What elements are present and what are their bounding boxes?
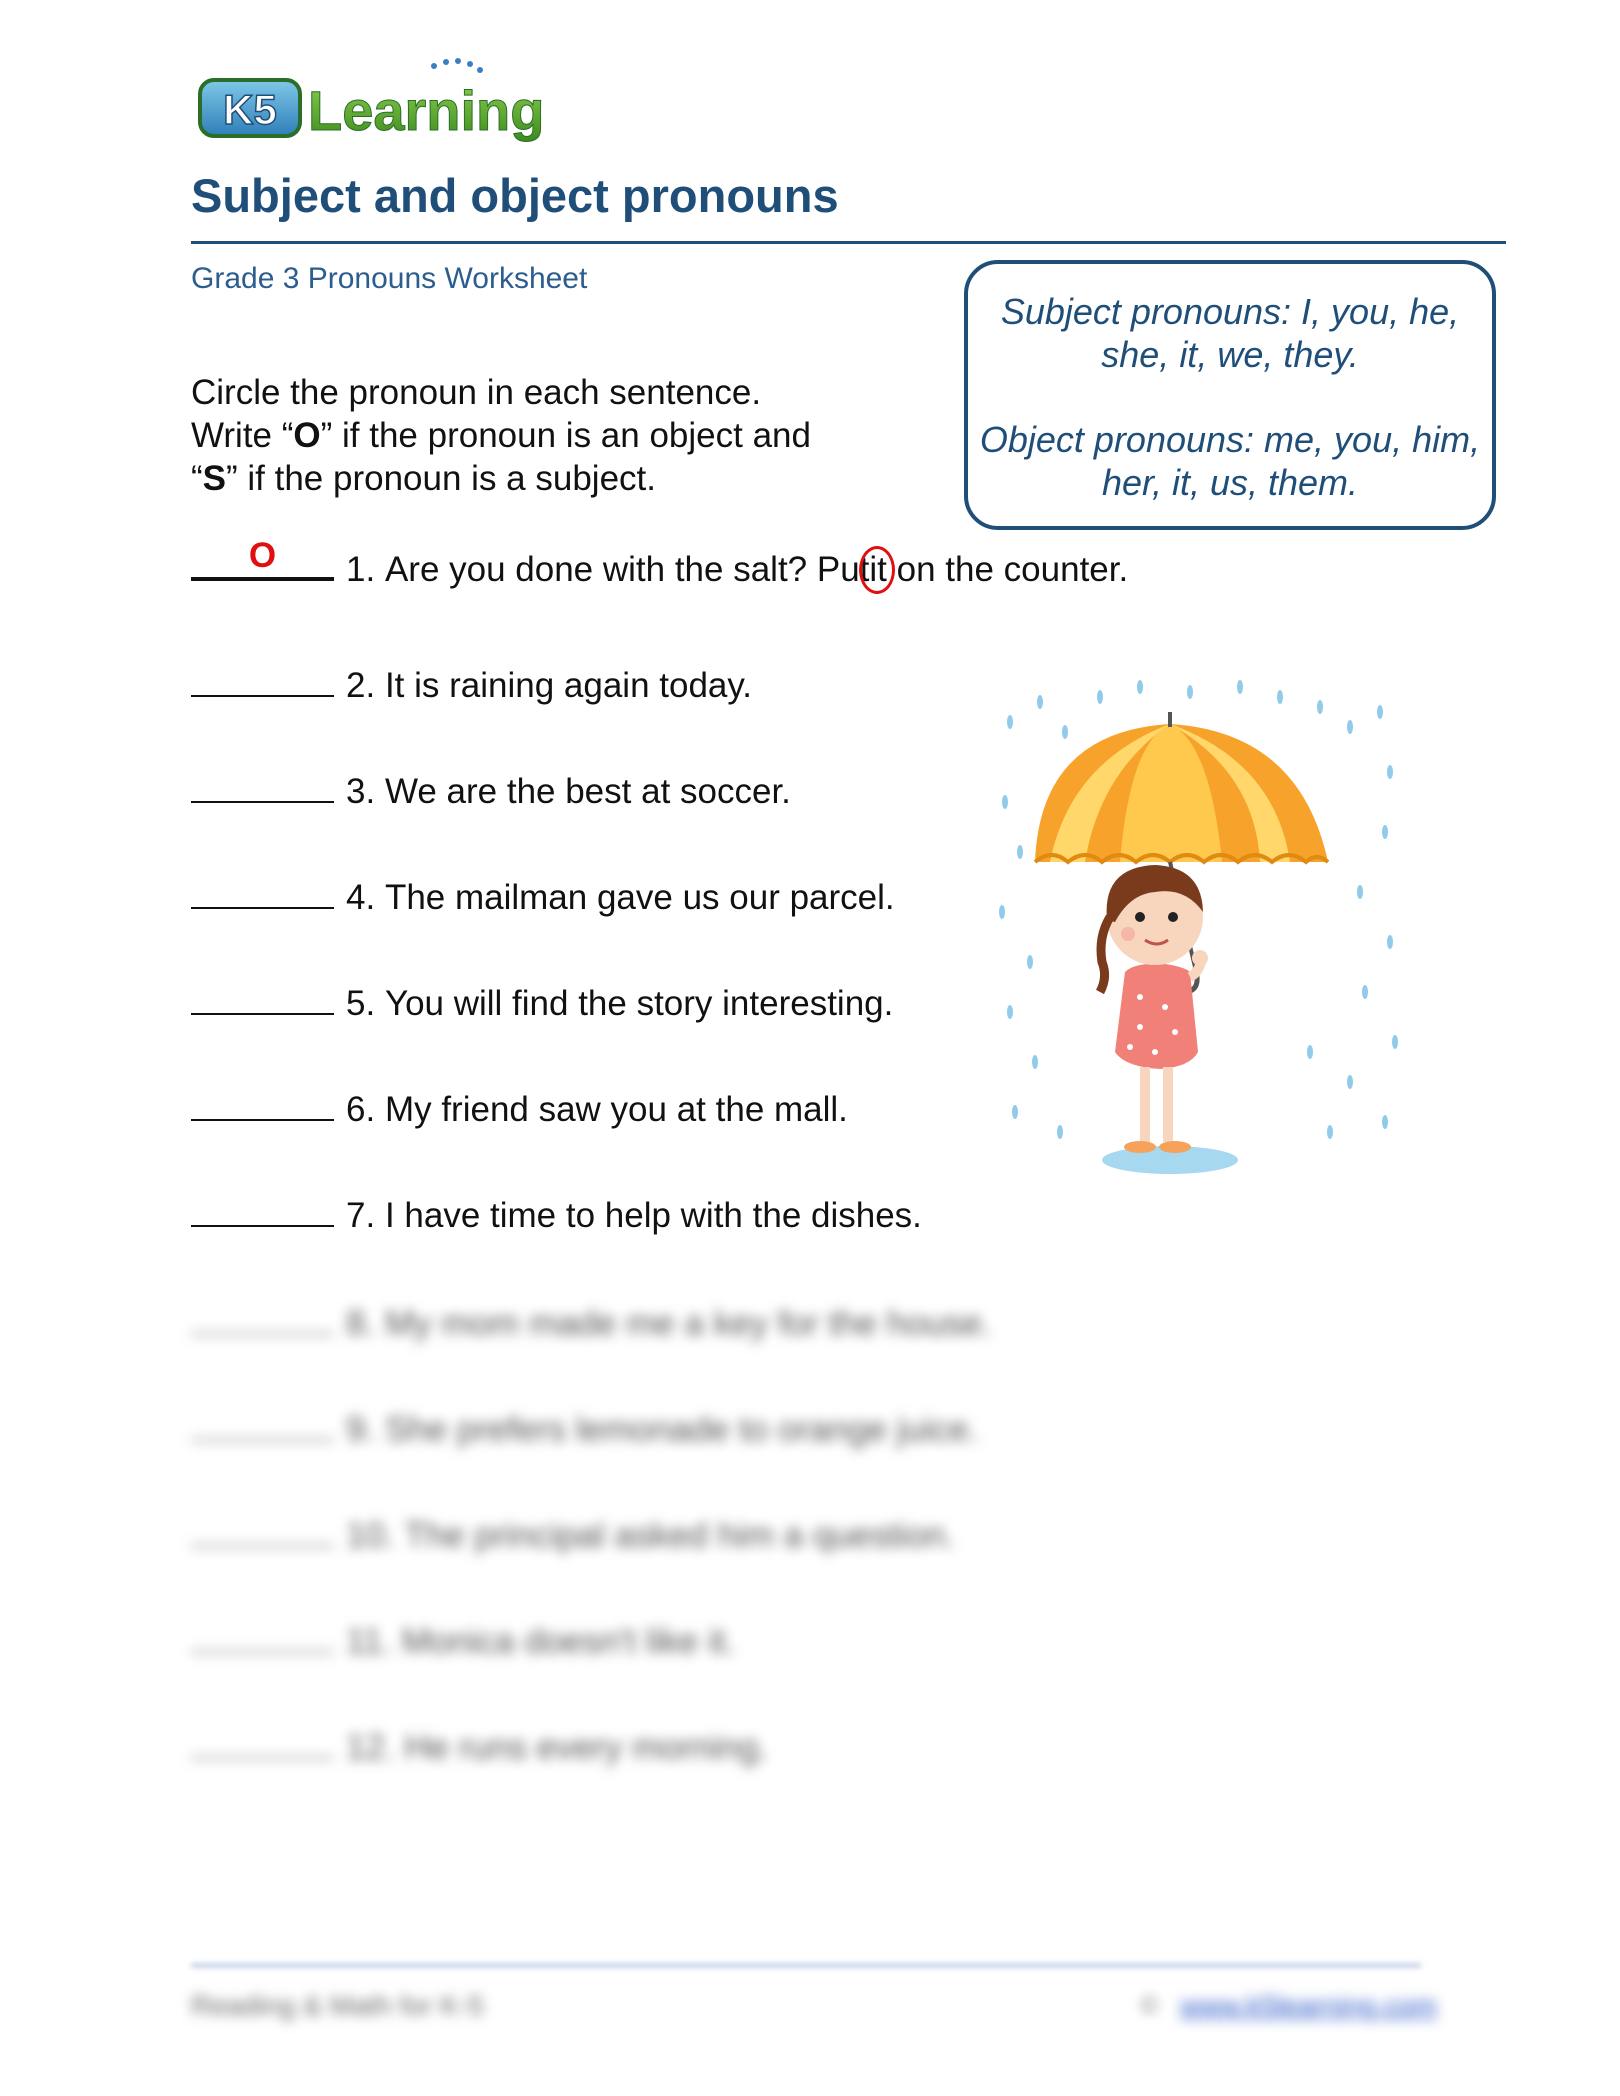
- svg-text:K5: K5: [223, 86, 277, 133]
- answer-blank: [191, 1618, 334, 1653]
- footer-tagline: Reading & Math for K-5: [191, 1990, 484, 2021]
- footer-divider: [191, 1964, 1421, 1967]
- question-4: 4. The mailman gave us our parcel.: [191, 874, 895, 918]
- subject-pronouns-list: Subject pronouns: I, you, he, she, it, we, they.: [1000, 291, 1460, 375]
- title-divider: [191, 241, 1506, 244]
- answer-blank[interactable]: [191, 980, 334, 1015]
- question-12: 12. He runs every morning.: [191, 1724, 768, 1768]
- object-pronouns-list: Object pronouns: me, you, him, her, it, us, them.: [979, 419, 1481, 503]
- question-text: Monica doesn't like it.: [401, 1622, 736, 1661]
- question-8: 8. My mom made me a key for the house.: [191, 1300, 992, 1344]
- page-title: Subject and object pronouns: [191, 169, 839, 222]
- pronoun-reference-box: [964, 260, 1496, 530]
- copyright-icon: ©: [1140, 1990, 1160, 2020]
- red-circle-mark: [859, 546, 895, 594]
- question-text: He runs every morning.: [404, 1728, 769, 1767]
- answer-blank: [191, 1406, 334, 1441]
- question-11: 11. Monica doesn't like it.: [191, 1618, 735, 1662]
- question-text: Are you done with the salt? Put: [384, 550, 870, 589]
- answer-blank: [191, 1300, 334, 1335]
- question-5: 5. You will find the story interesting.: [191, 980, 893, 1024]
- worksheet-subtitle: Grade 3 Pronouns Worksheet: [191, 262, 588, 295]
- answer-blank[interactable]: [191, 536, 334, 581]
- footer-website-link[interactable]: www.k5learning.com: [1180, 1990, 1437, 2021]
- instruction-line-1: Circle the pronoun in each sentence.: [191, 373, 762, 412]
- answer-blank[interactable]: [191, 874, 334, 909]
- instruction-line-2: Write “O” if the pronoun is an object and: [191, 416, 811, 455]
- question-text: It is raining again today.: [384, 666, 753, 705]
- question-7: 7. I have time to help with the dishes.: [191, 1192, 922, 1236]
- example-answer: O: [248, 536, 277, 575]
- answer-blank[interactable]: [191, 1086, 334, 1121]
- answer-blank[interactable]: [191, 768, 334, 803]
- question-text: I have time to help with the dishes.: [384, 1196, 922, 1235]
- answer-blank[interactable]: [191, 662, 334, 697]
- question-text: She prefers lemonade to orange juice.: [384, 1410, 979, 1449]
- k5-learning-logo: [196, 58, 546, 148]
- question-3: 3. We are the best at soccer.: [191, 768, 791, 812]
- question-text: The principal asked him a question.: [404, 1516, 955, 1555]
- question-9: 9. She prefers lemonade to orange juice.: [191, 1406, 978, 1450]
- girl-with-umbrella-illustration: [990, 672, 1410, 1182]
- answer-blank[interactable]: [191, 1192, 334, 1227]
- answer-blank: [191, 1724, 334, 1759]
- girl-icon: [1100, 865, 1208, 1153]
- question-text: My mom made me a key for the house.: [384, 1304, 992, 1343]
- question-2: 2. It is raining again today.: [191, 662, 752, 706]
- question-text: We are the best at soccer.: [384, 772, 791, 811]
- question-text: You will find the story interesting.: [384, 984, 894, 1023]
- question-text: My friend saw you at the mall.: [384, 1090, 848, 1129]
- question-6: 6. My friend saw you at the mall.: [191, 1086, 848, 1130]
- instructions: [191, 371, 811, 500]
- answer-blank: [191, 1512, 334, 1547]
- circled-pronoun: it: [869, 550, 887, 590]
- svg-text:Learning: Learning: [308, 79, 545, 142]
- question-text: The mailman gave us our parcel.: [384, 878, 895, 917]
- instruction-line-3: “S” if the pronoun is a subject.: [191, 459, 656, 498]
- question-1: O 1. Are you done with the salt? Put it on the counter.: [191, 544, 1128, 590]
- question-10: 10. The principal asked him a question.: [191, 1512, 955, 1556]
